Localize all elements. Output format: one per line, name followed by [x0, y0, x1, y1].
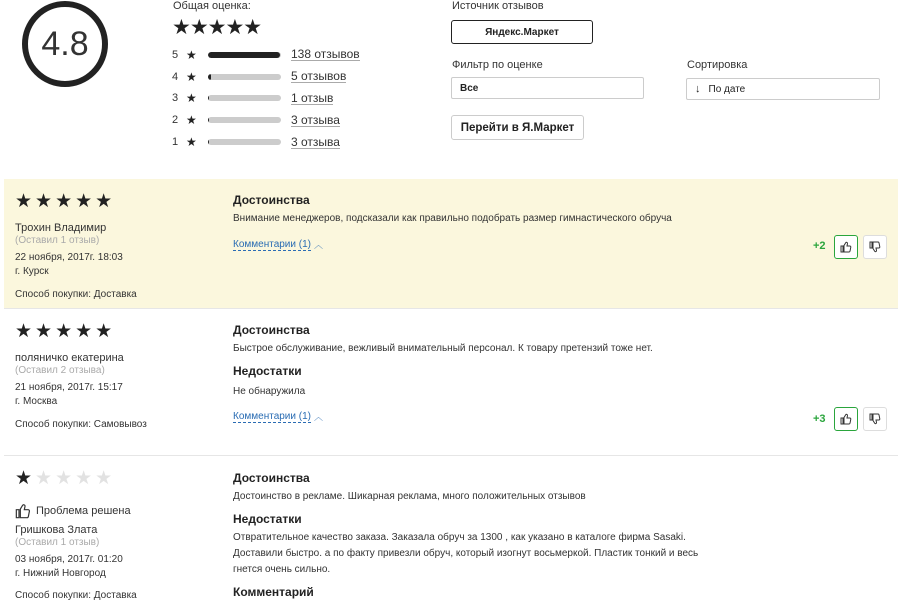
star-icon: ★ — [186, 113, 197, 128]
problem-solved-badge — [15, 503, 131, 519]
thumbs-down-button[interactable] — [863, 407, 887, 431]
comments-toggle[interactable] — [233, 238, 323, 251]
review-author: Гришкова Злата — [15, 524, 98, 536]
distribution-stars: 1 — [172, 136, 179, 149]
vote-score: +2 — [813, 240, 826, 252]
distribution-stars: 4 — [172, 70, 179, 83]
comments-toggle[interactable] — [233, 410, 323, 423]
review-stars: ★★★★★ — [15, 468, 116, 489]
star-icon: ★ — [186, 69, 197, 84]
comments-link[interactable]: Комментарии (1) — [233, 238, 311, 250]
vote-score: +3 — [813, 413, 826, 425]
review-date: 22 ноября, 2017г. 18:03 — [15, 252, 123, 263]
average-rating-circle — [22, 1, 108, 87]
review-item — [4, 309, 898, 456]
rating-filter-select[interactable] — [451, 77, 644, 99]
thumbs-up-button[interactable] — [834, 235, 858, 259]
distribution-count-link[interactable]: 1 отзыв — [291, 90, 334, 105]
purchase-method: Способ покупки: Доставка — [15, 289, 137, 300]
goto-yandex-market-button[interactable]: Перейти в Я.Маркет — [451, 115, 584, 140]
review-stars: ★★★★★ — [15, 321, 116, 342]
distribution-row-1 — [172, 131, 360, 153]
star-icon: ★ — [186, 135, 197, 150]
distribution-stars: 2 — [172, 114, 179, 127]
thumbs-down-icon — [869, 241, 881, 253]
purchase-method: Способ покупки: Доставка — [15, 590, 137, 601]
review-city: г. Москва — [15, 396, 58, 407]
review-stars: ★★★★★ — [15, 191, 116, 212]
distribution-stars: 5 — [172, 48, 179, 61]
thumbs-down-icon — [869, 413, 881, 425]
review-author: поляничко екатерина — [15, 352, 124, 364]
cons-heading: Недостатки — [233, 364, 302, 378]
rating-summary — [0, 0, 915, 170]
cons-line: Доставили быстро. а по факту привезли обруч, который изогнут восьмеркой. Пластик тонкий и весь — [233, 548, 699, 559]
thumbs-up-icon — [840, 241, 852, 253]
distribution-row-5 — [172, 44, 360, 66]
rating-filter-label: Фильтр по оценке — [452, 59, 543, 71]
overall-rating-label: Общая оценка: — [173, 0, 251, 12]
overall-rating-stars: ★★★★★ — [172, 16, 262, 39]
sort-value: По дате — [708, 83, 746, 95]
distribution-stars: 3 — [172, 92, 179, 105]
review-city: г. Нижний Новгород — [15, 568, 106, 579]
distribution-row-2 — [172, 109, 360, 131]
pros-heading: Достоинства — [233, 323, 310, 337]
cons-text — [233, 530, 723, 578]
thumbs-up-icon — [840, 413, 852, 425]
rating-distribution — [172, 44, 360, 153]
author-review-count: (Оставил 2 отзыва) — [15, 365, 105, 376]
chevron-up-icon: ︿ — [313, 412, 323, 422]
author-review-count: (Оставил 1 отзыв) — [15, 537, 100, 548]
pros-heading: Достоинства — [233, 193, 310, 207]
yandex-market-source-button[interactable]: Яндекс.Маркет — [451, 20, 593, 44]
sort-select[interactable] — [686, 78, 880, 100]
review-author: Трохин Владимир — [15, 222, 107, 234]
sort-label: Сортировка — [687, 59, 748, 71]
purchase-method: Способ покупки: Самовывоз — [15, 419, 147, 430]
distribution-bar — [208, 52, 281, 58]
distribution-count-link[interactable]: 3 отзыва — [291, 134, 340, 149]
distribution-row-3 — [172, 88, 360, 110]
review-source-label: Источник отзывов — [452, 0, 544, 12]
rating-filter-value: Все — [460, 82, 479, 94]
distribution-count-link[interactable]: 5 отзывов — [291, 69, 347, 84]
review-item — [4, 179, 898, 309]
pros-text: Достоинство в рекламе. Шикарная реклама, много положительных отзывов — [233, 491, 586, 502]
distribution-bar — [208, 117, 281, 123]
review-city: г. Курск — [15, 266, 49, 277]
cons-heading: Недостатки — [233, 512, 302, 526]
distribution-row-4 — [172, 66, 360, 88]
pros-heading: Достоинства — [233, 471, 310, 485]
author-review-count: (Оставил 1 отзыв) — [15, 235, 100, 246]
cons-line: Отвратительное качество заказа. Заказала обруч за 1300 , как указано в каталоге фирма Sasaki. — [233, 532, 686, 543]
distribution-bar — [208, 74, 281, 80]
arrow-down-icon: ↓ — [695, 83, 701, 95]
pros-text: Быстрое обслуживание, вежливый внимательный персонал. К товару претензий тоже нет. — [233, 343, 653, 354]
cons-line: гнется очень сильно. — [233, 564, 331, 575]
star-icon: ★ — [186, 91, 197, 106]
thumbs-down-button[interactable] — [863, 235, 887, 259]
distribution-count-link[interactable]: 3 отзыва — [291, 112, 340, 127]
thumbs-up-button[interactable] — [834, 407, 858, 431]
comment-heading: Комментарий — [233, 585, 314, 599]
pros-text: Внимание менеджеров, подсказали как правильно подобрать размер гимнастического обруча — [233, 213, 672, 224]
distribution-count-link[interactable]: 138 отзывов — [291, 47, 360, 62]
review-date: 21 ноября, 2017г. 15:17 — [15, 382, 123, 393]
problem-solved-label: Проблема решена — [36, 505, 131, 517]
review-item — [4, 456, 898, 600]
chevron-up-icon: ︿ — [313, 240, 323, 250]
distribution-bar — [208, 139, 281, 145]
comments-link[interactable]: Комментарии (1) — [233, 410, 311, 422]
cons-text: Не обнаружила — [233, 386, 306, 397]
review-date: 03 ноября, 2017г. 01:20 — [15, 554, 123, 565]
distribution-bar — [208, 95, 281, 101]
average-rating-value: 4.8 — [41, 24, 89, 63]
star-icon: ★ — [186, 47, 197, 62]
thumbs-up-icon — [15, 503, 31, 519]
